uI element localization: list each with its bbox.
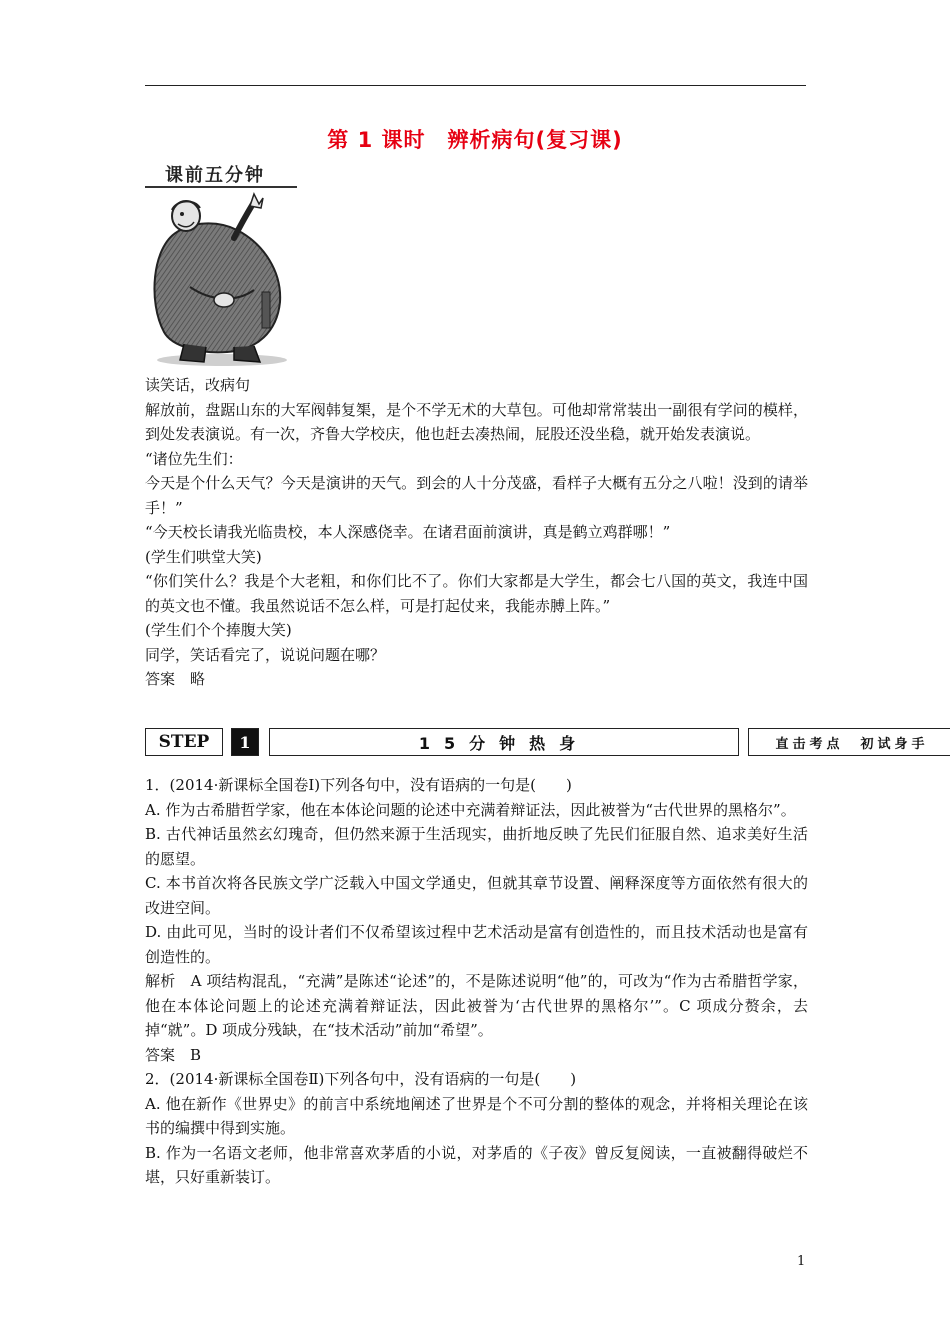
question-option: D. 由此可见，当时的设计者们不仅希望该过程中艺术活动是富有创造性的，而且技术活动也是富有创造性的。 bbox=[145, 923, 808, 966]
intro-paragraph: 同学，笑话看完了，说说问题在哪？ bbox=[145, 645, 386, 664]
question-answer: 答案 B bbox=[145, 1045, 202, 1064]
step-label: STEP bbox=[145, 728, 223, 756]
section-label: 课前五分钟 bbox=[165, 165, 265, 186]
header-rule bbox=[145, 85, 806, 86]
question-analysis: 解析 A 项结构混乱，“充满”是陈述“论述”的，不是陈述说明“他”的，可改为“作为古希腊哲学家，他在本体论问题上的论述充满着辩证法，因此被誉为‘古代世界的黑格尔’”。C 项成分赘余，去掉“就”。D 项成分残缺，在“技术活动”前加“希望”。 bbox=[145, 972, 808, 1039]
intro-paragraph: 今天是个什么天气？今天是演讲的天气。到会的人十分茂盛，看样子大概有五分之八啦！没到的请举手！” bbox=[145, 474, 808, 517]
intro-paragraph: (学生们哄堂大笑) bbox=[145, 547, 262, 566]
step-number: 1 bbox=[231, 728, 259, 756]
question-option: A. 作为古希腊哲学家，他在本体论问题的论述中充满着辩证法，因此被誉为“古代世界的黑格尔”。 bbox=[145, 800, 796, 819]
step-tag: 直击考点 初试身手 bbox=[748, 728, 950, 756]
page-title: 第 1 课时 辨析病句(复习课) bbox=[327, 128, 623, 152]
step-banner bbox=[145, 728, 929, 758]
intro-paragraph: “今天校长请我光临贵校，本人深感侥幸。在诸君面前演讲，真是鹤立鸡群哪！” bbox=[145, 523, 671, 541]
intro-story bbox=[145, 373, 808, 692]
step-title: 15分钟热身 bbox=[269, 728, 739, 756]
intro-paragraph: “你们笑什么？我是个大老粗，和你们比不了。你们大家都是大学生，都会七八国的英文，我连中国的英文也不懂。我虽然说话不怎么样，可是打起仗来，我能赤膊上阵。” bbox=[145, 572, 808, 615]
intro-paragraph: (学生们个个捧腹大笑) bbox=[145, 621, 292, 639]
question-option: C. 本书首次将各民族文学广泛载入中国文学通史，但就其章节设置、阐释深度等方面依然有很大的改进空间。 bbox=[145, 874, 808, 917]
intro-paragraph: “诸位先生们： bbox=[145, 449, 243, 468]
question-option: B. 作为一名语文老师，他非常喜欢茅盾的小说，对茅盾的《子夜》曾反复阅读，一直被翻得破烂不堪，只好重新装订。 bbox=[145, 1143, 808, 1186]
question-option: A. 他在新作《世界史》的前言中系统地阐述了世界是个不可分割的整体的观念，并将相关理论在该书的编撰中得到实施。 bbox=[145, 1094, 808, 1137]
intro-answer: 答案 略 bbox=[145, 670, 206, 688]
cartoon-illustration bbox=[142, 192, 292, 368]
section-rule bbox=[145, 186, 297, 188]
intro-paragraph: 解放前，盘踞山东的大军阀韩复榘，是个不学无术的大草包。可他却常常装出一副很有学问的模样，到处发表演说。有一次，齐鲁大学校庆，他也赶去凑热闹，屁股还没坐稳，就开始发表演说。 bbox=[145, 400, 808, 443]
question-stem: 2．(2014·新课标全国卷Ⅱ)下列各句中，没有语病的一句是( ) bbox=[145, 1070, 577, 1088]
question-stem: 1．(2014·新课标全国卷Ⅰ)下列各句中，没有语病的一句是( ) bbox=[145, 776, 572, 794]
intro-paragraph: 读笑话，改病句 bbox=[145, 376, 251, 394]
question-option: B. 古代神话虽然玄幻瑰奇，但仍然来源于生活现实，曲折地反映了先民们征服自然、追求美好生活的愿望。 bbox=[145, 825, 808, 868]
questions-section bbox=[145, 773, 808, 1190]
page-number: 1 bbox=[797, 1254, 806, 1269]
